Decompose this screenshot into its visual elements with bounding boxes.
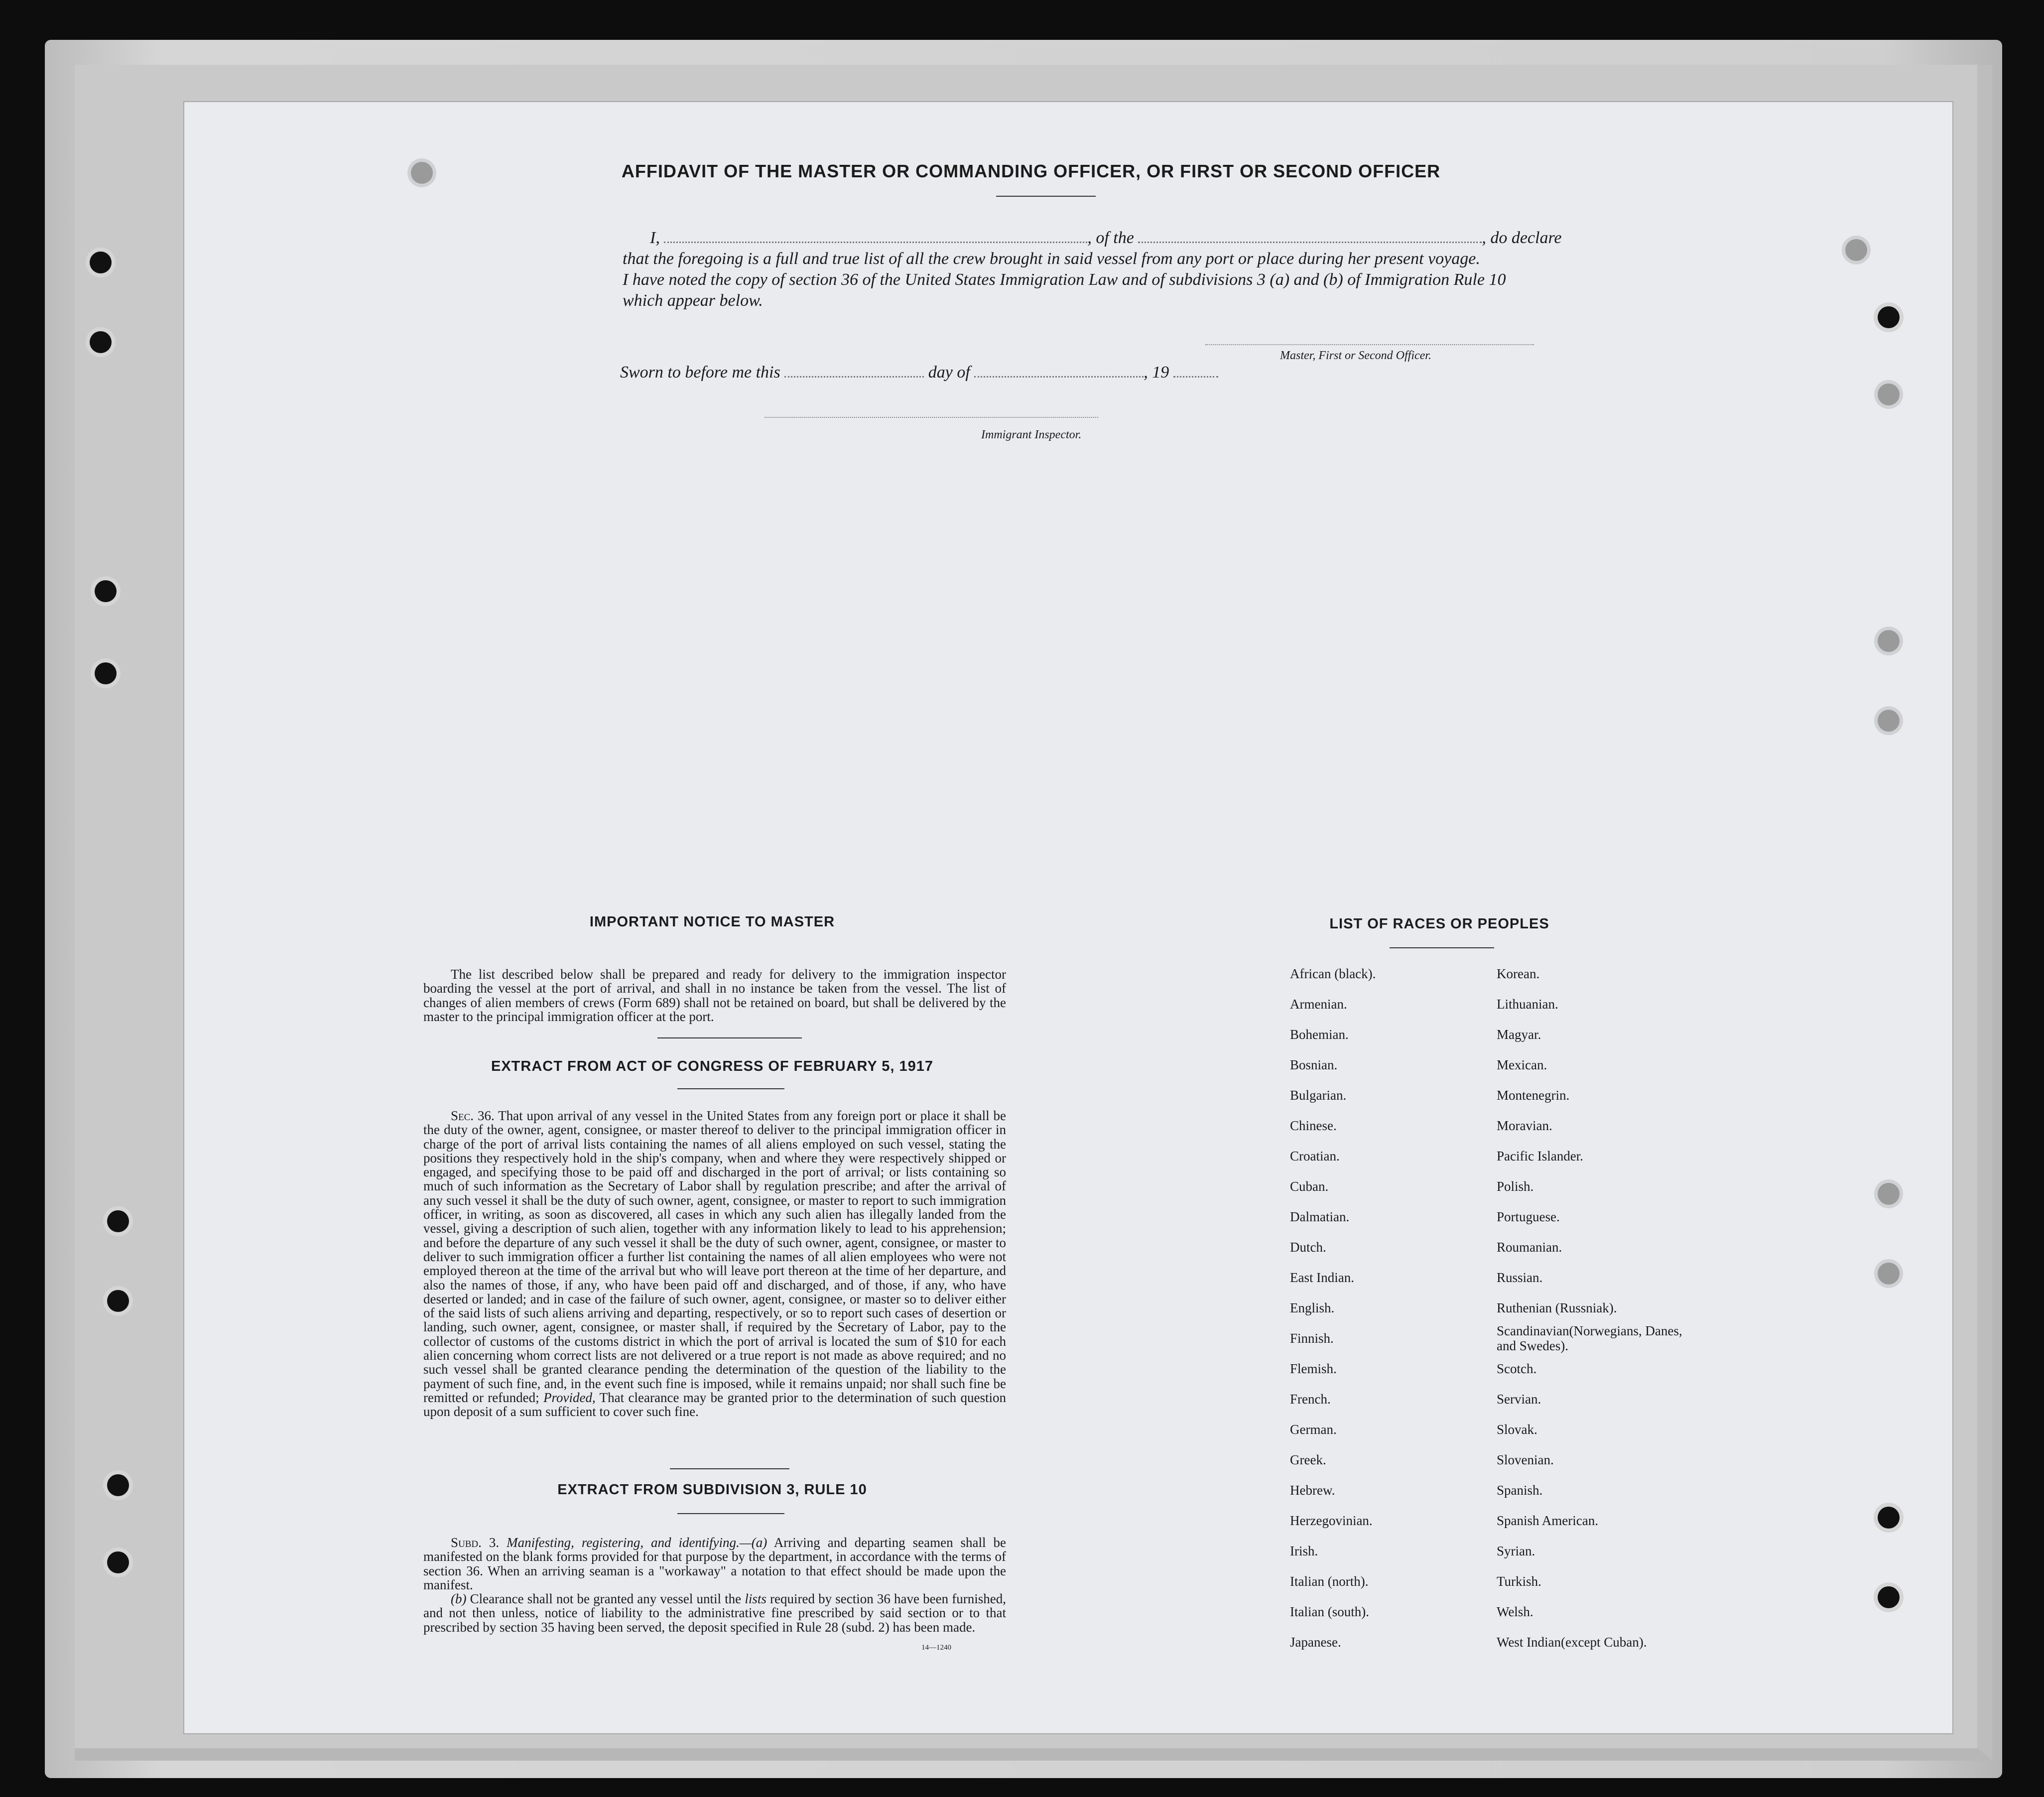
- race-item: Greek.: [1290, 1452, 1326, 1467]
- race-item: Croatian.: [1290, 1149, 1340, 1163]
- sheet-hole: [1878, 1507, 1900, 1529]
- race-item: Spanish.: [1497, 1483, 1543, 1498]
- race-item: Portuguese.: [1497, 1209, 1560, 1224]
- binding-hole: [90, 331, 112, 353]
- affidavit-sheet: [184, 102, 1952, 1733]
- race-item: Slovenian.: [1497, 1452, 1554, 1467]
- master-signature-label: Master, First or Second Officer.: [1280, 349, 1431, 362]
- year-label: , 19: [1144, 363, 1169, 382]
- races-column-1: [1290, 959, 1376, 1658]
- binding-hole: [107, 1210, 129, 1232]
- notice-title: IMPORTANT NOTICE TO MASTER: [589, 914, 835, 930]
- notice-rule: [657, 1037, 802, 1038]
- race-item: French.: [1290, 1392, 1331, 1407]
- title-rule: [996, 196, 1096, 197]
- race-item: Polish.: [1497, 1179, 1534, 1194]
- name-blank: [664, 242, 1087, 243]
- race-item: Montenegrin.: [1497, 1088, 1570, 1103]
- notice-text: The list described below shall be prepared and ready for delivery to the immigration inspector boarding the vessel at the port of arrival, and shall in no instance be taken from the vessel. The list of changes of alien members of crews (Form 689) shall not be retained on board, but shall be delivered by the master to the principal immigration officer at the port.: [423, 967, 1006, 1024]
- race-item: Slovak.: [1497, 1422, 1537, 1437]
- race-item: Herzegovinian.: [1290, 1513, 1373, 1528]
- master-signature-line: [1205, 344, 1534, 345]
- b-label: (b): [451, 1591, 467, 1606]
- race-item: West Indian(except Cuban).: [1497, 1635, 1647, 1650]
- declaration-line-4: which appear below.: [623, 291, 763, 310]
- race-item: Italian (north).: [1290, 1574, 1369, 1589]
- declaration-line-3: I have noted the copy of section 36 of the United States Immigration Law and of subdivisions 3 (a) and (b) of Immigration Rule 10: [623, 270, 1506, 289]
- race-item: Turkish.: [1497, 1574, 1541, 1589]
- subd-a-text: [423, 1536, 1006, 1592]
- race-item: Syrian.: [1497, 1543, 1535, 1558]
- subd-b-body-1: Clearance shall not be granted any vessel until the: [470, 1591, 742, 1606]
- sheet-hole: [1878, 1183, 1900, 1205]
- sec-body: That upon arrival of any vessel in the United States from any foreign port or place it shall be the duty of the owner, agent, consignee, or master thereof to deliver to the principal immigration officer in charge of the port of arrival lists containing the names of all aliens employed on such vessel, stating the positions they respectively hold in the ship's company, when and where they were respectively shipped or engaged, and specifying those to be paid off and discharged in the port of arrival; or lists containing so much of such information as the Secretary of Labor shall by regulation prescribe; and after the arrival of any such vessel it shall be the duty of such owner, agent, consignee, or master to report to such immigration officer, in writing, as soon as discovered, all cases in which any such alien has illegally landed from the vessel, giving a description of such alien, together with any information likely to lead to his apprehension; and before the departure of any such vessel it shall be the duty of such owner, agent, consignee, or master to deliver to such immigration officer a further list containing the names of all alien employees who were not employed thereon at the time of the arrival but who will leave port thereon at the time of her departure, and also the names of those, if any, who have been paid off and discharged, and of those, if any, who have deserted or landed; and in case of the failure of such owner, agent, consignee, or master so to deliver either of the said lists of such aliens arriving and departing, respectively, or so to report such cases of desertion or landing, such owner, agent, consignee, or master shall, if required by the Secretary of Labor, pay to the collector of customs of the customs district in which the port of arrival is located the sum of $10 for each alien concerning whom correct lists are not delivered or a true report is not made as above required; and no such vessel shall be granted clearance pending the determination of the question of the liability to the payment of such fine, and, in the event such fine is imposed, while it remains unpaid; nor shall such fine be remitted or refunded;: [423, 1108, 1006, 1405]
- binding-hole: [107, 1474, 129, 1496]
- sheet-hole: [1878, 630, 1900, 652]
- races-column-2: [1497, 959, 1686, 1658]
- race-item: Bulgarian.: [1290, 1088, 1347, 1103]
- race-item: Scotch.: [1497, 1361, 1537, 1376]
- race-item: Irish.: [1290, 1543, 1318, 1558]
- binding-hole: [95, 662, 117, 684]
- inspector-signature-line: [765, 417, 1098, 418]
- subd-title: Manifesting, registering, and identifying.—(a): [507, 1535, 767, 1550]
- provided-label: Provided,: [543, 1390, 596, 1405]
- race-item: Flemish.: [1290, 1361, 1337, 1376]
- affidavit-title: AFFIDAVIT OF THE MASTER OR COMMANDING OFFICER, OR FIRST OR SECOND OFFICER: [621, 161, 1441, 181]
- form-number: 14—1240: [921, 1644, 951, 1652]
- extract-rule-rule: [677, 1513, 784, 1514]
- race-item: English.: [1290, 1300, 1335, 1315]
- binding-hole: [90, 252, 112, 273]
- sec-label: Sec. 36.: [451, 1108, 495, 1123]
- affidavit-i: I,: [650, 229, 660, 247]
- race-item: African (black).: [1290, 966, 1376, 981]
- race-item: Ruthenian (Russniak).: [1497, 1300, 1617, 1315]
- declaration-line-2: that the foregoing is a full and true list of all the crew brought in said vessel from any port or place during her present voyage.: [623, 250, 1480, 268]
- sworn-label: Sworn to before me this: [620, 363, 780, 382]
- do-declare-label: , do declare: [1482, 229, 1562, 247]
- race-item: Roumanian.: [1497, 1240, 1562, 1255]
- extract-rule-title: EXTRACT FROM SUBDIVISION 3, RULE 10: [557, 1482, 867, 1498]
- sheet-hole: [1878, 384, 1900, 405]
- subd-b-text: [423, 1592, 1006, 1634]
- race-item: Cuban.: [1290, 1179, 1329, 1194]
- lists-label: lists: [745, 1591, 766, 1606]
- year-blank: [1173, 376, 1218, 378]
- race-item: Welsh.: [1497, 1604, 1533, 1619]
- sheet-hole: [1878, 1586, 1900, 1608]
- race-item: Japanese.: [1290, 1635, 1341, 1650]
- race-item: German.: [1290, 1422, 1337, 1437]
- race-item: Servian.: [1497, 1392, 1541, 1407]
- binding-hole: [107, 1551, 129, 1573]
- race-item: Spanish American.: [1497, 1513, 1598, 1528]
- race-item: Armenian.: [1290, 997, 1347, 1012]
- sheet-hole: [1845, 239, 1867, 261]
- race-item: Pacific Islander.: [1497, 1149, 1583, 1163]
- race-item: Russian.: [1497, 1270, 1543, 1285]
- sheet-hole: [1878, 1263, 1900, 1284]
- extract-act-title: EXTRACT FROM ACT OF CONGRESS OF FEBRUARY 5, 1917: [491, 1058, 934, 1074]
- race-item: Korean.: [1497, 966, 1540, 981]
- extract-sub-rule-top: [670, 1468, 789, 1469]
- race-item: Lithuanian.: [1497, 997, 1558, 1012]
- binding-hole: [95, 580, 117, 602]
- races-title: LIST OF RACES OR PEOPLES: [1329, 916, 1549, 932]
- race-item: Moravian.: [1497, 1118, 1552, 1133]
- race-item: Finnish.: [1290, 1331, 1334, 1346]
- sec-body-end: That clearance may be granted prior to the determination of such question upon deposit of a sum sufficient to cover such fine.: [423, 1390, 1007, 1419]
- month-blank: [974, 376, 1144, 378]
- extract-act-rule: [677, 1088, 784, 1089]
- subd-label: Subd. 3.: [451, 1535, 500, 1550]
- binding-hole: [107, 1290, 129, 1312]
- sheet-hole: [411, 162, 433, 184]
- sheet-hole: [1878, 306, 1900, 328]
- sworn-line: [620, 361, 1268, 384]
- of-the-label: , of the: [1087, 229, 1134, 247]
- subd-b-body-2: required by section 36 have been furnished, and not then unless, notice of liability to the administrative fine prescribed by said section or to that prescribed by section 35 having been served, the deposit specified in Rule 28 (subd. 2) has been made.: [423, 1591, 1007, 1635]
- race-item: Dalmatian.: [1290, 1209, 1350, 1224]
- race-item: Hebrew.: [1290, 1483, 1335, 1498]
- vessel-blank: [1138, 242, 1482, 243]
- day-of-label: day of: [928, 363, 970, 382]
- declaration-line-1: [623, 227, 1718, 250]
- race-item: Mexican.: [1497, 1057, 1547, 1072]
- race-item: Scandinavian(Norwegians, Danes, and Swedes).: [1497, 1323, 1682, 1353]
- races-rule: [1390, 947, 1494, 948]
- race-item: Dutch.: [1290, 1240, 1326, 1255]
- race-item: East Indian.: [1290, 1270, 1354, 1285]
- race-item: Bosnian.: [1290, 1057, 1338, 1072]
- day-blank: [784, 376, 924, 378]
- subd-a-body: Arriving and departing seamen shall be manifested on the blank forms provided for that purpose by the department, in accordance with the terms of section 36. When an arriving seaman is a "workaway" a notation to that effect should be made upon the manifest.: [423, 1535, 1007, 1592]
- race-item: Magyar.: [1497, 1027, 1541, 1042]
- inspector-label: Immigrant Inspector.: [981, 428, 1082, 441]
- sheet-hole: [1878, 710, 1900, 732]
- section-36-text: [423, 1109, 1006, 1419]
- race-item: Chinese.: [1290, 1118, 1337, 1133]
- race-item: Bohemian.: [1290, 1027, 1349, 1042]
- race-item: Italian (south).: [1290, 1604, 1369, 1619]
